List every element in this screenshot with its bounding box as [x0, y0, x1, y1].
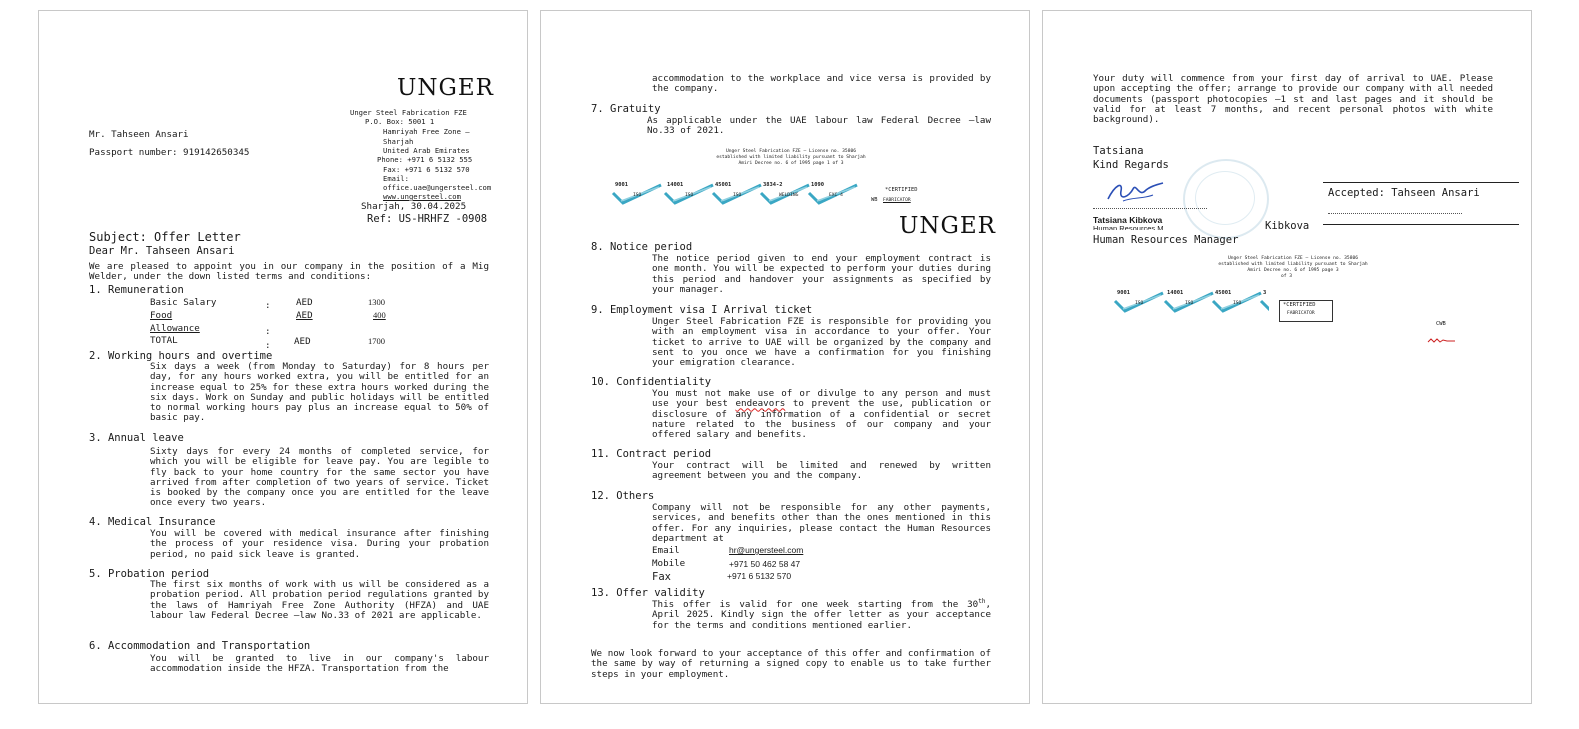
- contact-label: Email: [652, 545, 680, 556]
- company-phone: Phone: +971 6 5132 555: [377, 155, 473, 164]
- signer-title-small: Human Resources M: [1093, 225, 1164, 230]
- badge-number: 9001: [1117, 290, 1130, 296]
- footer-liability: established with limited liability pursuant to Sharjah: [716, 155, 866, 160]
- remuneration-label: Basic Salary: [150, 297, 217, 308]
- signer-first-name: Tatsiana: [1093, 145, 1144, 157]
- footer-license: Unger Steel Fabrication FZE – License no. 35806: [726, 149, 856, 154]
- company-website-link[interactable]: www.ungersteel.com: [383, 192, 461, 201]
- badge-number: 45001: [1215, 290, 1232, 296]
- footer-decree: Amiri Decree no. 6 of 1995 page 3: [1247, 268, 1339, 273]
- section-10-body: [652, 389, 991, 440]
- superscript: th: [978, 597, 986, 605]
- letter-date: Sharjah, 30.04.2025: [361, 201, 467, 212]
- acceptance-top-line: [1323, 182, 1519, 183]
- salutation: Dear Mr. Tahseen Ansari: [89, 245, 235, 257]
- contact-label: Mobile: [652, 558, 686, 569]
- en-3834-badge: [759, 181, 811, 207]
- company-stamp-inner: [1195, 171, 1255, 225]
- iso-14001-badge: [1163, 289, 1215, 315]
- signature-line: [1093, 208, 1207, 209]
- section-7-title: 7. Gratuity: [591, 103, 661, 115]
- company-name: Unger Steel Fabrication FZE: [350, 108, 467, 117]
- badge-number: 14001: [667, 182, 684, 188]
- remuneration-label: Food: [150, 310, 173, 321]
- intro-paragraph: We are pleased to appoint you in our company in the position of a Mig Welder, under the down listed terms and conditions:: [89, 261, 489, 283]
- section-13-text: , April 2025. Kindly sign the offer letter as your acceptance for the terms and conditions mentioned earlier.: [652, 599, 991, 631]
- en-1090-badge: [807, 181, 859, 207]
- section-10-text: to prevent the use, publication or disclosure of any information of a confidential or secret nature related to the business of our company and your offered salary and benefits.: [652, 398, 991, 441]
- passport-number: Passport number: 919142650345: [89, 147, 250, 158]
- remuneration-label: Allowance: [150, 323, 200, 334]
- unger-logo: UNGER: [397, 75, 494, 101]
- remuneration-amount: 400: [373, 310, 386, 320]
- spellcheck-word[interactable]: endeavors: [735, 398, 786, 410]
- hr-fax: +971 6 5132 570: [727, 571, 792, 581]
- company-fax: Fax: +971 6 5132 570: [383, 165, 470, 174]
- badge-number: 3834-2: [763, 182, 783, 188]
- recipient-name: Mr. Tahseen Ansari: [89, 129, 189, 140]
- regards-text: Kind Regards: [1093, 159, 1169, 171]
- section-12-body: Company will not be responsible for any other payments, services, and benefits other than the ones mentioned in this offer. For any inquiries, please contact the Human Resources department at: [652, 502, 991, 544]
- remuneration-currency: AED: [296, 297, 313, 308]
- badge-fabricator-text: FABRICATOR: [1287, 311, 1315, 316]
- section-6-title: 6. Accommodation and Transportation: [89, 640, 311, 652]
- section-6-body-continued: accommodation to the workplace and vice versa is provided by the company.: [652, 73, 991, 95]
- unger-logo: UNGER: [899, 213, 996, 239]
- remuneration-currency: AED: [294, 336, 311, 347]
- remuneration-amount: 1300: [368, 297, 385, 307]
- company-email[interactable]: office.uae@ungersteel.com: [383, 183, 492, 192]
- signature-icon: [1103, 177, 1173, 207]
- section-8-title: 8. Notice period: [591, 241, 693, 253]
- signer-surname: Kibkova: [1265, 220, 1310, 232]
- iso-45001-badge: [711, 181, 763, 207]
- acceptance-bottom-line: [1323, 224, 1519, 225]
- company-address-line2: Sharjah: [383, 137, 414, 146]
- closing-paragraph: We now look forward to your acceptance of this offer and confirmation of the same by way of returning a signed copy to enable us to take further steps in your employment.: [591, 648, 991, 680]
- iso-45001-badge: [1211, 289, 1263, 315]
- page-1: [38, 10, 528, 704]
- section-13-text: This offer is valid for one week starting from the 30: [652, 599, 979, 610]
- section-12-title: 12. Others: [591, 490, 655, 502]
- section-10-title: 10. Confidentiality: [591, 376, 712, 388]
- signer-name: Tatsiana Kibkova: [1093, 215, 1163, 225]
- section-6-body: You will be granted to live in our company's labour accommodation inside the HFZA. Transportation from the: [150, 653, 489, 675]
- page-3: [1042, 10, 1532, 704]
- badge-standard: ISO: [733, 193, 742, 198]
- page-2: [540, 10, 1030, 704]
- accepted-label: Accepted: Tahseen Ansari: [1328, 187, 1480, 199]
- footer-decree: Amiri Decree no. 6 of 1995 page 1 of 3: [738, 161, 844, 166]
- company-country: United Arab Emirates: [383, 146, 470, 155]
- company-address-line1: Hamriyah Free Zone –: [383, 127, 470, 136]
- badge-number: 1090: [811, 182, 824, 188]
- letter-reference: Ref: US-HRHFZ -0908: [367, 213, 488, 225]
- remuneration-label: TOTAL: [150, 335, 178, 346]
- section-2-title: 2. Working hours and overtime: [89, 350, 273, 362]
- section-3-body: Sixty days for every 24 months of completed service, for which you will be eligible for leave pay. You are legible to fly back to your home country for the same sector you have arrived from after completion of two years of service. Ticket is booked by the company once you are entitled for the leave once every two years.: [150, 446, 489, 509]
- company-email-label: Email:: [383, 174, 409, 183]
- badge-number: 9001: [615, 182, 628, 188]
- remuneration-amount: 1700: [368, 336, 385, 346]
- footer-liability: established with limited liability pursuant to Sharjah: [1218, 262, 1368, 267]
- badge-standard: ISO: [633, 193, 642, 198]
- footer-page-total: of 3: [1281, 274, 1293, 279]
- remuneration-currency: AED: [296, 310, 313, 321]
- section-5-title: 5. Probation period: [89, 568, 210, 580]
- badge-standard: ISO: [1135, 301, 1144, 306]
- hr-email-link[interactable]: hr@ungersteel.com: [729, 545, 804, 555]
- cwb-label: CWB: [1436, 321, 1446, 327]
- section-13-body: [652, 597, 991, 631]
- section-4-title: 4. Medical Insurance: [89, 516, 216, 528]
- cwb-certified-badge: [1279, 300, 1333, 322]
- section-9-body: Unger Steel Fabrication FZE is responsible for providing you with an employment visa in accordance to your offer. Your ticket to arrive to UAE will be organized by the company and sent to you once we have a confirmation for you finishing your emigration clearance.: [652, 316, 991, 369]
- remuneration-colon: :: [265, 300, 271, 311]
- section-4-body: You will be covered with medical insurance after finishing the process of your residence visa. During your probation period, no paid sick leave is granted.: [150, 528, 489, 560]
- duty-paragraph: Your duty will commence from your first day of arrival to UAE. Please upon accepting the offer; arrange to provide our company with all needed documents (passport photocopies —1 st and last pages and it should be valid for at least 7 months, and recent personal photos with white background).: [1093, 73, 1493, 126]
- remuneration-colon: :: [265, 340, 271, 351]
- footer-license: Unger Steel Fabrication FZE – License no. 35806: [1228, 256, 1358, 261]
- cwb-certified-badge: [871, 186, 935, 208]
- hr-mobile: +971 50 462 58 47: [729, 559, 801, 569]
- badge-number: 14001: [1167, 290, 1184, 296]
- badge-standard: ISO: [1233, 301, 1242, 306]
- section-9-title: 9. Employment visa I Arrival ticket: [591, 304, 813, 316]
- badge-number: 3: [1263, 290, 1267, 296]
- badge-certified-text: *CERTIFIED: [1283, 302, 1316, 308]
- partial-badge: [1259, 289, 1269, 315]
- subject-line: Subject: Offer Letter: [89, 230, 241, 244]
- acceptance-signature-line[interactable]: [1328, 213, 1462, 214]
- section-5-body: The first six months of work with us will be considered as a probation period. All probation period regulations granted by the laws of Hamriyah Free Zone Authority (HFZA) and UAE labour law Federal Decree —law No.33 of 2021 are applicable.: [150, 579, 489, 621]
- section-11-body: Your contract will be limited and renewed by written agreement between you and the company.: [652, 460, 991, 482]
- remuneration-colon: :: [265, 326, 271, 337]
- badge-standard: EXC 4: [829, 193, 843, 198]
- section-13-title: 13. Offer validity: [591, 587, 705, 599]
- section-7-body: As applicable under the UAE labour law Federal Decree —law No.33 of 2021.: [647, 115, 991, 137]
- badge-prefix: WB: [871, 197, 878, 203]
- section-10-text: You must not make use of or divulge to any person and must use your best: [652, 388, 991, 410]
- iso-9001-badge: [611, 181, 663, 207]
- scribble-icon: [1427, 337, 1457, 345]
- badge-fabricator-text: FABRICATOR: [883, 198, 911, 203]
- iso-14001-badge: [663, 181, 715, 207]
- section-1-title: 1. Remuneration: [89, 284, 184, 296]
- section-3-title: 3. Annual leave: [89, 432, 184, 444]
- badge-standard: ISO: [1185, 301, 1194, 306]
- contact-label: Fax: [652, 571, 671, 583]
- badge-certified-text: *CERTIFIED: [885, 187, 918, 193]
- iso-9001-badge: [1113, 289, 1165, 315]
- badge-standard: ISO: [685, 193, 694, 198]
- company-pobox: P.O. Box: 5001 1: [365, 117, 435, 126]
- badge-standard: WELDING: [779, 193, 799, 198]
- section-8-body: The notice period given to end your employment contract is one month. You will be expected to perform your duties during this period and handover your assignments as specified by your manager.: [652, 253, 991, 295]
- badge-number: 45001: [715, 182, 732, 188]
- section-11-title: 11. Contract period: [591, 448, 712, 460]
- signer-title: Human Resources Manager: [1093, 234, 1239, 246]
- section-2-body: Six days a week (from Monday to Saturday) for 8 hours per day, for any hours worked extra, you will be entitled for an increase equal to 25% for these extra hours worked during the six days. Work on Sunday and public holidays will be entitled to normal working hours pay plus an increase equal to 50% of basic pay.: [150, 361, 489, 424]
